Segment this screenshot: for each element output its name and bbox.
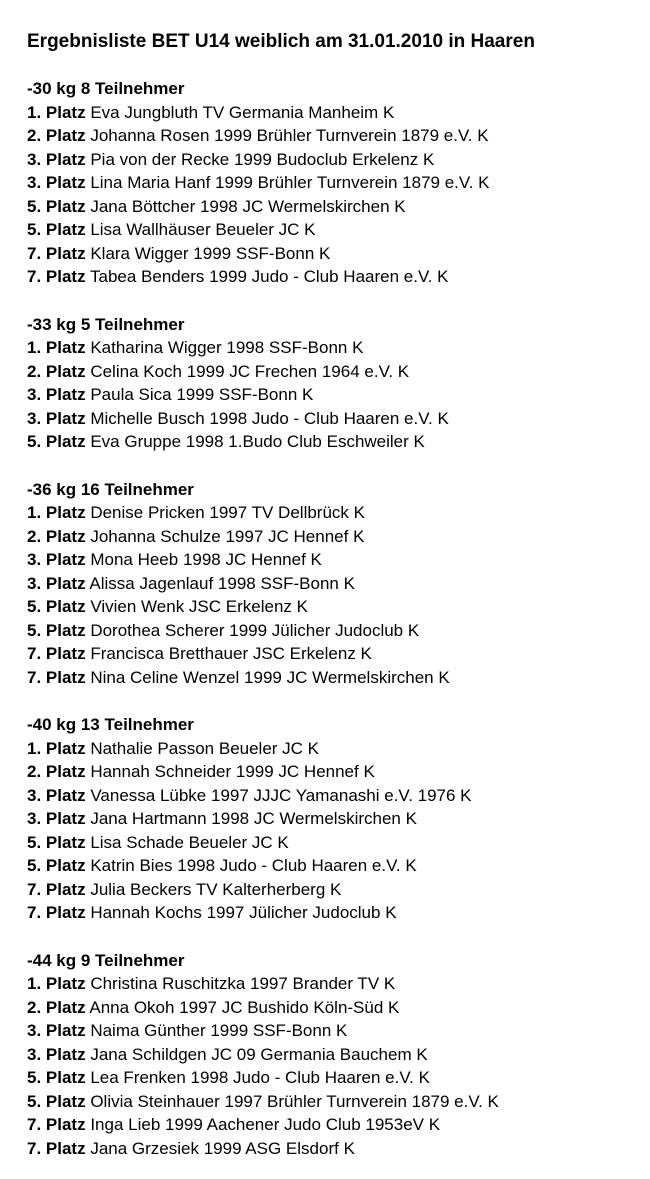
weight-class-section — [27, 313, 650, 454]
athlete-info: Christina Ruschitzka 1997 Brander TV K — [90, 974, 396, 993]
result-entry — [27, 996, 650, 1020]
result-entry — [27, 195, 650, 219]
result-entry — [27, 760, 650, 784]
result-entry — [27, 666, 650, 690]
placement-label: 5. Platz — [27, 856, 86, 875]
placement-label: 7. Platz — [27, 1115, 86, 1134]
athlete-info: Francisca Bretthauer JSC Erkelenz K — [90, 644, 372, 663]
athlete-info: Inga Lieb 1999 Aachener Judo Club 1953eV K — [90, 1115, 441, 1134]
result-entry — [27, 430, 650, 454]
placement-label: 1. Platz — [27, 503, 86, 522]
result-entry — [27, 642, 650, 666]
result-entry — [27, 831, 650, 855]
athlete-info: Alissa Jagenlauf 1998 SSF-Bonn K — [89, 573, 355, 593]
athlete-info: Celina Koch 1999 JC Frechen 1964 e.V. K — [90, 361, 410, 381]
athlete-info: Vanessa Lübke 1997 JJJC Yamanashi e.V. 1976 K — [90, 785, 472, 805]
placement-label: 2. Platz — [27, 526, 86, 546]
weight-class-section — [27, 713, 650, 925]
athlete-info: Johanna Schulze 1997 JC Hennef K — [90, 526, 365, 546]
placement-label: 7. Platz — [27, 1138, 86, 1158]
result-entry — [27, 360, 650, 384]
weight-class-header: -44 kg 9 Teilnehmer — [27, 950, 185, 970]
placement-label: 3. Platz — [27, 1044, 86, 1064]
placement-label: 7. Platz — [27, 667, 86, 687]
placement-label: 1. Platz — [27, 974, 86, 993]
placement-label: 2. Platz — [27, 361, 86, 381]
result-entry — [27, 784, 650, 808]
athlete-info: Nina Celine Wenzel 1999 JC Wermelskirchen K — [90, 667, 450, 687]
result-entry — [27, 148, 650, 172]
placement-label: 5. Platz — [27, 432, 86, 451]
athlete-info: Olivia Steinhauer 1997 Brühler Turnverein 1879 e.V. K — [90, 1091, 499, 1111]
placement-label: 7. Platz — [27, 267, 86, 286]
athlete-info: Vivien Wenk JSC Erkelenz K — [90, 597, 308, 616]
result-entry — [27, 1066, 650, 1090]
result-entry — [27, 1043, 650, 1067]
result-entry — [27, 501, 650, 525]
weight-class-section — [27, 77, 650, 289]
athlete-info: Jana Grzesiek 1999 ASG Elsdorf K — [90, 1138, 355, 1158]
athlete-info: Katrin Bies 1998 Judo - Club Haaren e.V. K — [90, 856, 417, 875]
placement-label: 3. Platz — [27, 809, 86, 828]
result-entry — [27, 171, 650, 195]
athlete-info: Paula Sica 1999 SSF-Bonn K — [90, 385, 314, 404]
placement-label: 7. Platz — [27, 243, 86, 263]
weight-class-header: -33 kg 5 Teilnehmer — [27, 314, 185, 334]
athlete-info: Jana Schildgen JC 09 Germania Bauchem K — [90, 1044, 428, 1064]
result-entry — [27, 854, 650, 878]
result-entry — [27, 1019, 650, 1043]
placement-label: 5. Platz — [27, 196, 86, 216]
athlete-info: Julia Beckers TV Kalterherberg K — [90, 879, 342, 899]
placement-label: 5. Platz — [27, 832, 86, 852]
result-entry — [27, 807, 650, 831]
athlete-info: Lina Maria Hanf 1999 Brühler Turnverein 1879 e.V. K — [90, 173, 490, 192]
athlete-info: Denise Pricken 1997 TV Dellbrück K — [90, 503, 365, 522]
placement-label: 3. Platz — [27, 408, 86, 428]
result-entry — [27, 972, 650, 996]
athlete-info: Dorothea Scherer 1999 Jülicher Judoclub K — [90, 620, 420, 640]
result-entry — [27, 407, 650, 431]
placement-label: 7. Platz — [27, 644, 86, 663]
athlete-info: Hannah Schneider 1999 JC Hennef K — [90, 762, 375, 781]
athlete-info: Eva Gruppe 1998 1.Budo Club Eschweiler K — [90, 432, 425, 451]
weight-class-header: -40 kg 13 Teilnehmer — [27, 715, 194, 734]
result-entry — [27, 595, 650, 619]
placement-label: 5. Platz — [27, 220, 86, 239]
weight-class-section — [27, 949, 650, 1161]
result-entry — [27, 525, 650, 549]
result-entry — [27, 124, 650, 148]
result-entry — [27, 1137, 650, 1161]
athlete-info: Anna Okoh 1997 JC Bushido Köln-Süd K — [89, 997, 400, 1017]
athlete-info: Tabea Benders 1999 Judo - Club Haaren e.V. K — [90, 267, 449, 286]
placement-label: 3. Platz — [27, 573, 86, 593]
athlete-info: Lea Frenken 1998 Judo - Club Haaren e.V. K — [90, 1068, 430, 1087]
placement-label: 7. Platz — [27, 903, 86, 922]
placement-label: 7. Platz — [27, 879, 86, 899]
weight-class-section — [27, 478, 650, 690]
athlete-info: Lisa Schade Beueler JC K — [90, 832, 289, 852]
athlete-info: Eva Jungbluth TV Germania Manheim K — [90, 102, 395, 122]
athlete-info: Katharina Wigger 1998 SSF-Bonn K — [90, 338, 364, 357]
athlete-info: Mona Heeb 1998 JC Hennef K — [90, 550, 322, 569]
athlete-info: Klara Wigger 1999 SSF-Bonn K — [90, 243, 331, 263]
result-entry — [27, 1113, 650, 1137]
result-entry — [27, 101, 650, 125]
placement-label: 2. Platz — [27, 762, 86, 781]
placement-label: 2. Platz — [27, 126, 86, 145]
placement-label: 5. Platz — [27, 1091, 86, 1111]
weight-class-header: -36 kg 16 Teilnehmer — [27, 479, 194, 499]
athlete-info: Naima Günther 1999 SSF-Bonn K — [90, 1021, 348, 1040]
placement-label: 3. Platz — [27, 1021, 86, 1040]
placement-label: 5. Platz — [27, 620, 86, 640]
result-entry — [27, 737, 650, 761]
athlete-info: Lisa Wallhäuser Beueler JC K — [90, 220, 316, 239]
document-title: Ergebnisliste BET U14 weiblich am 31.01.2010 in Haaren — [27, 31, 535, 52]
athlete-info: Michelle Busch 1998 Judo - Club Haaren e.V. K — [90, 408, 449, 428]
placement-label: 3. Platz — [27, 149, 86, 169]
result-entry — [27, 572, 650, 596]
placement-label: 3. Platz — [27, 550, 86, 569]
athlete-info: Johanna Rosen 1999 Brühler Turnverein 1879 e.V. K — [90, 126, 489, 145]
weight-class-list — [27, 77, 650, 1160]
result-entry — [27, 548, 650, 572]
weight-class-header: -30 kg 8 Teilnehmer — [27, 79, 185, 98]
placement-label: 5. Platz — [27, 1068, 86, 1087]
athlete-info: Pia von der Recke 1999 Budoclub Erkelenz K — [90, 149, 435, 169]
result-entry — [27, 1090, 650, 1114]
result-entry — [27, 336, 650, 360]
result-entry — [27, 383, 650, 407]
result-entry — [27, 218, 650, 242]
placement-label: 1. Platz — [27, 338, 86, 357]
placement-label: 3. Platz — [27, 385, 86, 404]
result-entry — [27, 265, 650, 289]
placement-label: 1. Platz — [27, 102, 86, 122]
athlete-info: Hannah Kochs 1997 Jülicher Judoclub K — [90, 903, 397, 922]
placement-label: 3. Platz — [27, 785, 86, 805]
placement-label: 1. Platz — [27, 738, 86, 758]
result-entry — [27, 619, 650, 643]
athlete-info: Nathalie Passon Beueler JC K — [90, 738, 320, 758]
athlete-info: Jana Hartmann 1998 JC Wermelskirchen K — [90, 809, 417, 828]
placement-label: 5. Platz — [27, 597, 86, 616]
athlete-info: Jana Böttcher 1998 JC Wermelskirchen K — [90, 196, 406, 216]
result-entry — [27, 901, 650, 925]
result-entry — [27, 242, 650, 266]
result-entry — [27, 878, 650, 902]
placement-label: 2. Platz — [27, 997, 86, 1017]
placement-label: 3. Platz — [27, 173, 86, 192]
